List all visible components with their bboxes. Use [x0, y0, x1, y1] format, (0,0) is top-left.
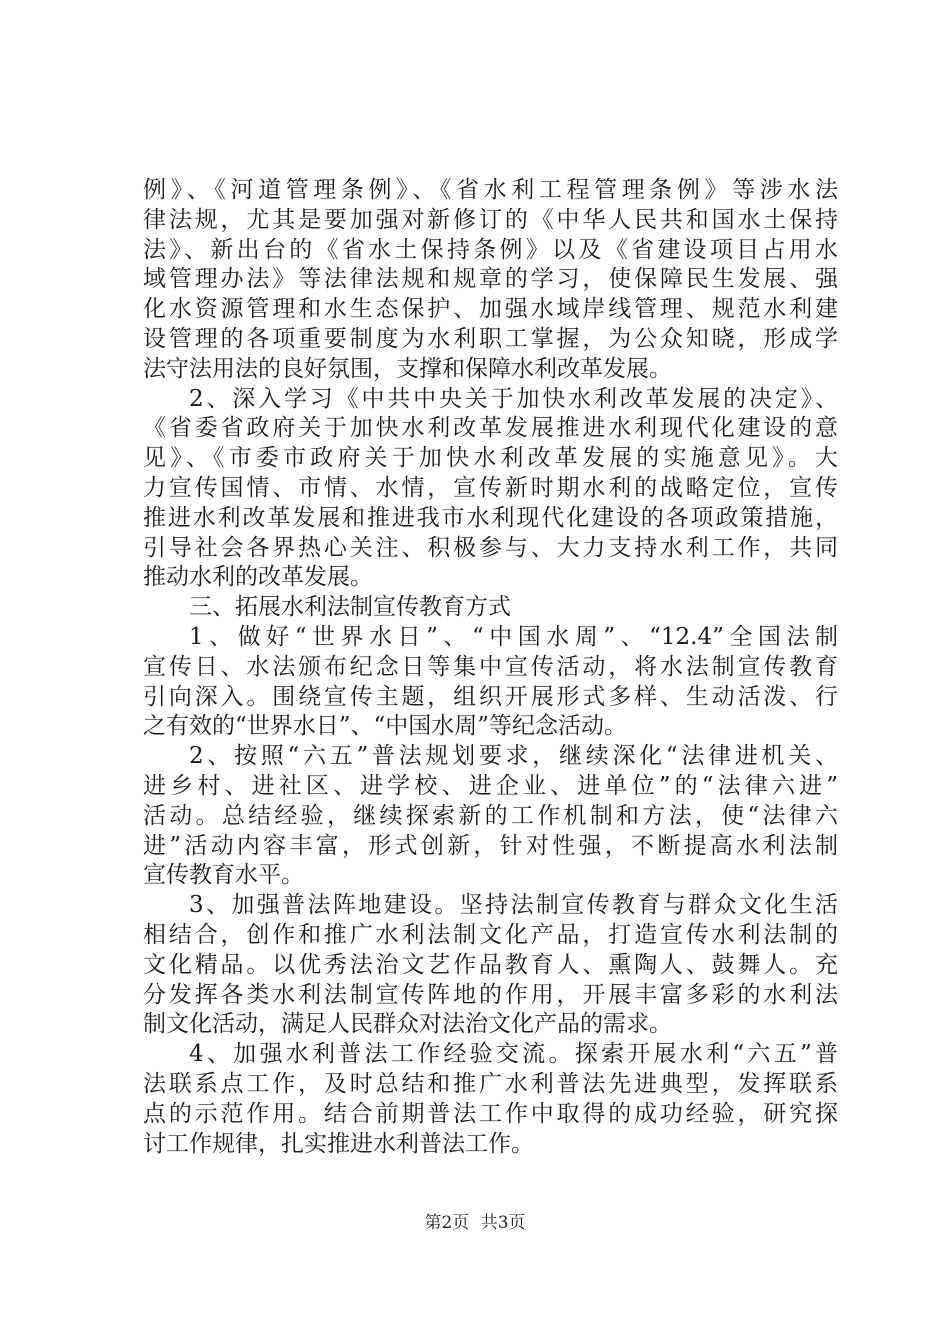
text-line: 讨工作规律，扎实推进水利普法工作。: [143, 1130, 534, 1157]
page-footer: [0, 1212, 950, 1234]
text-line: 例》、《河道管理条例》、《省水利工程管理条例》等涉水法: [143, 177, 838, 203]
paragraph: [143, 176, 838, 385]
text-line: 力宣传国情、市情、水情，宣传新时期水利的战略定位，宣传: [143, 474, 838, 501]
text-line: 之有效的“世界水日”、“中国水周”等纪念活动。: [143, 713, 628, 740]
paragraph: [143, 742, 838, 891]
text-line: 设管理的各项重要制度为水利职工掌握，为公众知晓，形成学: [143, 325, 838, 352]
text-line: 点的示范作用。结合前期普法工作中取得的成功经验，研究探: [143, 1100, 838, 1127]
text-line: 进乡村、进社区、进学校、进企业、进单位”的“法律六进”: [143, 772, 838, 799]
text-line: 制文化活动，满足人民群众对法治文化产品的需求。: [143, 1011, 672, 1038]
text-line: 1、做好“世界水日”、“中国水周”、“12.4”全国法制: [189, 623, 838, 650]
text-line: 法》、新出台的《省水土保持条例》以及《省建设项目占用水: [143, 236, 838, 263]
text-line: 见》、《市委市政府关于加快水利改革发展的实施意见》。大: [143, 445, 838, 472]
text-line: 4、加强水利普法工作经验交流。探索开展水利“六五”普: [189, 1041, 838, 1068]
text-line: 引向深入。围绕宣传主题，组织开展形式多样、生动活泼、行: [143, 683, 838, 710]
text-line: 化水资源管理和水生态保护、加强水域岸线管理、规范水利建: [143, 296, 838, 323]
text-line: 律法规，尤其是要加强对新修订的《中华人民共和国水土保持: [143, 206, 838, 233]
text-line: 文化精品。以优秀法治文艺作品教育人、熏陶人、鼓舞人。充: [143, 951, 838, 978]
paragraph: [143, 1040, 838, 1159]
text-line: 推动水利的改革发展。: [143, 564, 373, 591]
text-line: 分发挥各类水利法制宣传阵地的作用，开展丰富多彩的水利法: [143, 981, 838, 1008]
text-line: 活动。总结经验，继续探索新的工作机制和方法，使“法律六: [143, 802, 838, 829]
section-heading: 三、拓展水利法制宣传教育方式: [189, 594, 511, 621]
page-number: 第2页: [424, 1213, 470, 1233]
text-line: 宣传日、水法颁布纪念日等集中宣传活动，将水法制宣传教育: [143, 653, 838, 680]
page-total: 共3页: [480, 1213, 526, 1233]
text-line: 法联系点工作，及时总结和推广水利普法先进典型，发挥联系: [143, 1070, 838, 1097]
text-line: 引导社会各界热心关注、积极参与、大力支持水利工作，共同: [143, 534, 838, 561]
text-line: 2、深入学习《中共中央关于加快水利改革发展的决定》、: [189, 385, 838, 412]
paragraph: [143, 891, 838, 1040]
text-line: 2、按照“六五”普法规划要求，继续深化“法律进机关、: [189, 743, 838, 770]
text-line: 域管理办法》等法律法规和规章的学习，使保障民生发展、强: [143, 266, 838, 293]
paragraph: [143, 385, 838, 594]
document-body: [143, 176, 838, 1159]
text-line: 3、加强普法阵地建设。坚持法制宣传教育与群众文化生活: [189, 892, 838, 919]
text-line: 《省委省政府关于加快水利改革发展推进水利现代化建设的意: [143, 415, 838, 442]
text-line: 进”活动内容丰富，形式创新，针对性强，不断提高水利法制: [143, 832, 838, 859]
text-line: 相结合，创作和推广水利法制文化产品，打造宣传水利法制的: [143, 921, 838, 948]
text-line: 宣传教育水平。: [143, 862, 304, 889]
text-line: 法守法用法的良好氛围，支撑和保障水利改革发展。: [143, 355, 672, 382]
paragraph: [143, 623, 838, 742]
text-line: 推进水利改革发展和推进我市水利现代化建设的各项政策措施，: [143, 504, 838, 531]
